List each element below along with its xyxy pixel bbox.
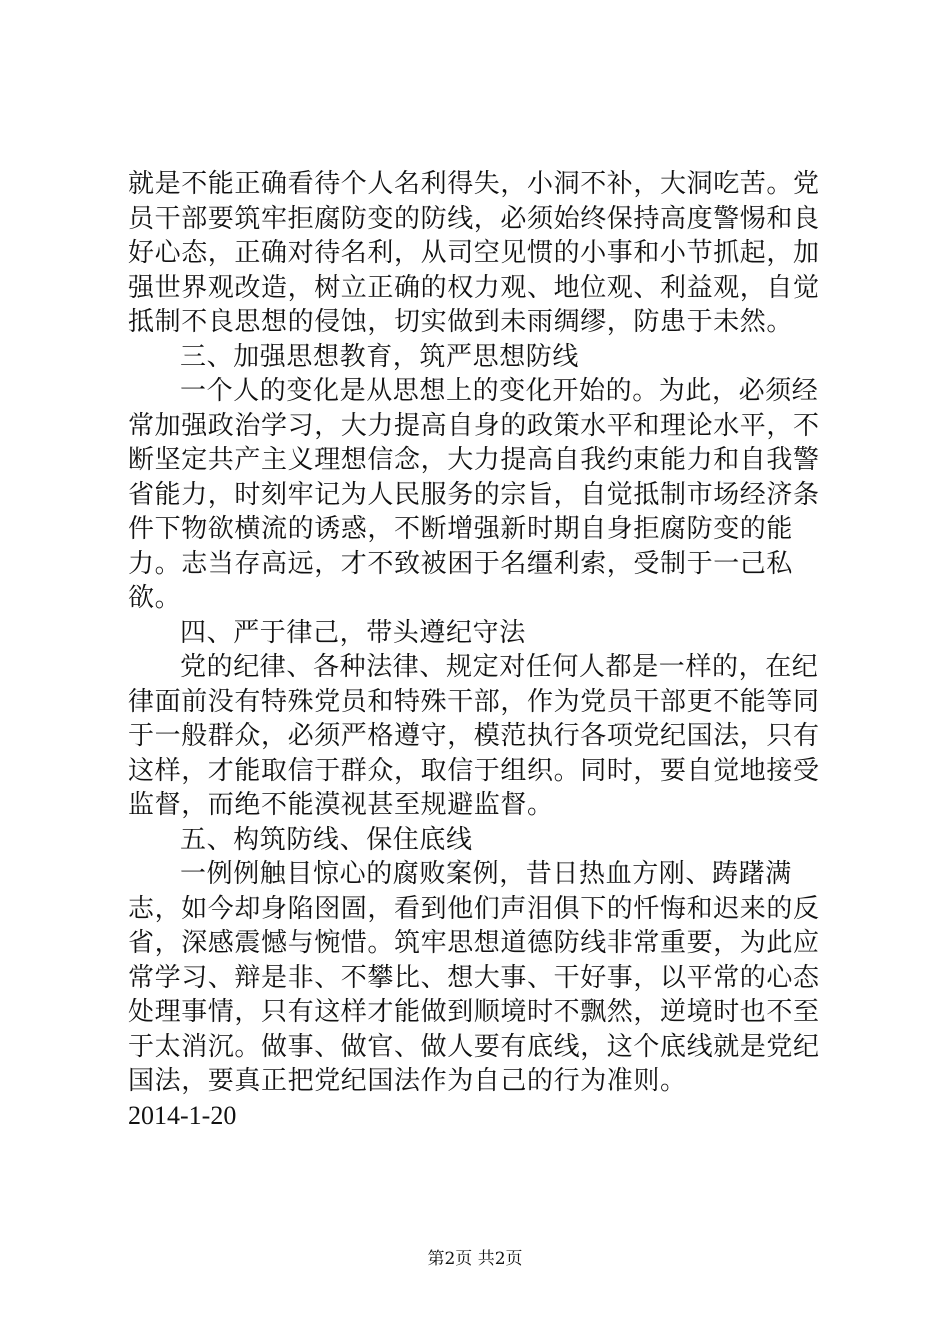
paragraph-section-5: 一例例触目惊心的腐败案例，昔日热血方刚、踌躇满志，如今却身陷囹圄，看到他们声泪俱下的忏悔和迟来的反省，深感震憾与惋惜。筑牢思想道德防线非常重要，为此应常学习、辩是非、不攀比、想大事、干好事，以平常的心态处理事情，只有这样才能做到顺境时不飘然，逆境时也不至于太消沉。做事、做官、做人要有底线，这个底线就是党纪国法，要真正把党纪国法作为自己的行为准则。 xyxy=(128,859,820,1096)
paragraph-continued: 就是不能正确看待个人名利得失，小洞不补，大洞吃苦。党员干部要筑牢拒腐防变的防线，必须始终保持高度警惕和良好心态，正确对待名利，从司空见惯的小事和小节抓起，加强世界观改造，树立正确的权力观、地位观、利益观，自觉抵制不良思想的侵蚀，切实做到未雨绸缪，防患于未然。 xyxy=(128,169,820,337)
section-heading-5: 五、构筑防线、保住底线 xyxy=(180,824,473,855)
paragraph-section-4: 党的纪律、各种法律、规定对任何人都是一样的，在纪律面前没有特殊党员和特殊干部，作为党员干部更不能等同于一般群众，必须严格遵守，模范执行各项党纪国法，只有这样，才能取信于群众，取信于组织。同时，要自觉地接受监督，而绝不能漠视甚至规避监督。 xyxy=(128,652,820,820)
section-heading-3: 三、加强思想教育，筑严思想防线 xyxy=(180,341,580,372)
document-date: 2014-1-20 xyxy=(128,1100,237,1130)
document-body xyxy=(128,167,832,1133)
paragraph-section-3: 一个人的变化是从思想上的变化开始的。为此，必须经常加强政治学习，大力提高自身的政策水平和理论水平，不断坚定共产主义理想信念，大力提高自我约束能力和自我警省能力，时刻牢记为人民服务的宗旨，自觉抵制市场经济条件下物欲横流的诱惑，不断增强新时期自身拒腐防变的能力。志当存高远，才不致被困于名缰利索，受制于一己私欲。 xyxy=(128,376,820,613)
page-footer: 第2页 共2页 xyxy=(427,1249,523,1269)
section-heading-4: 四、严于律己，带头遵纪守法 xyxy=(180,617,526,648)
